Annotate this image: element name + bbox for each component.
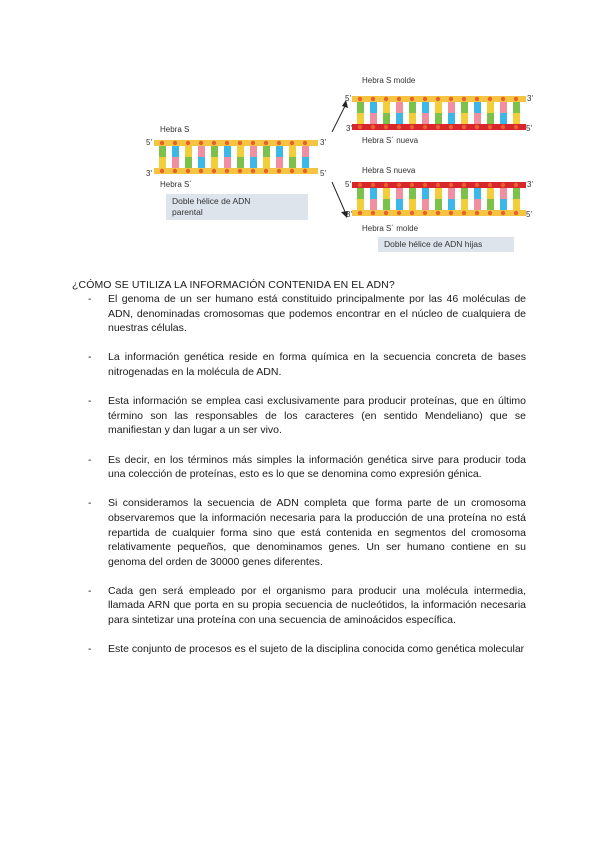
child-top-base-top <box>357 101 364 113</box>
parent-base-bottom <box>276 157 283 169</box>
parent-base-bottom <box>237 157 244 169</box>
child-top-strand-dot <box>371 97 375 101</box>
child-top-strand-dot <box>462 97 466 101</box>
child-bottom-strand-dot <box>423 211 427 215</box>
child-top-strand-dot <box>358 97 362 101</box>
child-bottom-strand-top-label: Hebra S nueva <box>362 166 416 175</box>
child-bottom-base-bottom <box>435 199 442 211</box>
child-top-base-bottom <box>513 113 520 125</box>
child-bottom-base-bottom <box>396 199 403 211</box>
child-top-strand-dot <box>371 125 375 129</box>
bullet-text: Es decir, en los términos más simples la información genética sirve para producir toda una colección de proteínas, esto es lo que se denomina como expresión génica. <box>108 453 526 481</box>
child-bottom-strand-dot <box>462 183 466 187</box>
arrow-up-line <box>332 104 346 132</box>
child-bottom-strand-dot <box>462 211 466 215</box>
child-bottom-base-top <box>396 187 403 199</box>
parent-strand-dot <box>277 169 281 173</box>
child-bottom-strand-dot <box>358 183 362 187</box>
parent-caption-line2: parental <box>172 207 203 217</box>
child-top-strand-dot <box>423 97 427 101</box>
parent-strand-dot <box>199 141 203 145</box>
child-top-strand-dot <box>358 125 362 129</box>
bullet-text: Esta información se emplea casi exclusivamente para producir proteínas, que en último término son las responsables de los caracteres (en sentido Mendeliano) que se manifiestan y dan lugar a un ser vivo. <box>108 395 526 437</box>
child-bottom-strand-dot <box>410 211 414 215</box>
dna-diagram <box>140 70 540 260</box>
parent-base-top <box>263 145 270 157</box>
child-top-base-top <box>448 101 455 113</box>
child-top-strand-dot <box>449 97 453 101</box>
parent-strand-dot <box>199 169 203 173</box>
child-bottom-strand-dot <box>358 211 362 215</box>
dna-replication-figure <box>140 70 540 260</box>
child-bottom-strand-bottom-label: Hebra S´ molde <box>362 224 419 233</box>
parent-base-top <box>302 145 309 157</box>
parent-strand-bottom-label: Hebra S´ <box>160 180 193 189</box>
bullet-item <box>88 496 526 569</box>
parent-caption <box>166 194 308 220</box>
bullet-dash: - <box>88 497 92 510</box>
parent-strand-dot <box>186 141 190 145</box>
parent-strand-dot <box>160 141 164 145</box>
section-heading: ¿CÓMO SE UTILIZA LA INFORMACIÓN CONTENIDA EN EL ADN? <box>72 279 395 291</box>
child-top-end-3-bottom: 3' <box>346 124 352 133</box>
child-bottom-base-top <box>422 187 429 199</box>
child-bottom-base-top <box>448 187 455 199</box>
child-bottom-end-3-top: 3' <box>527 180 533 189</box>
child-bottom-base-bottom <box>461 199 468 211</box>
child-bottom-base-top <box>409 187 416 199</box>
child-bottom-strand-dot <box>514 183 518 187</box>
parent-strand-dot <box>173 141 177 145</box>
parent-base-top <box>185 145 192 157</box>
child-caption: Doble hélice de ADN hijas <box>378 237 514 252</box>
child-bottom-strand-dot <box>423 183 427 187</box>
child-bottom-strand-dot <box>488 211 492 215</box>
child-top-base-top <box>435 101 442 113</box>
parent-base-bottom <box>302 157 309 169</box>
parent-base-top <box>289 145 296 157</box>
child-top-base-bottom <box>357 113 364 125</box>
child-bottom-strand-dot <box>475 211 479 215</box>
parent-base-bottom <box>224 157 231 169</box>
child-top-base-bottom <box>422 113 429 125</box>
child-bottom-base-top <box>487 187 494 199</box>
arrow-down-line <box>332 182 346 214</box>
bullet-dash: - <box>88 643 92 656</box>
child-top-base-bottom <box>474 113 481 125</box>
parent-end-3-bottom: 3' <box>146 169 152 178</box>
child-top-base-bottom <box>487 113 494 125</box>
child-bottom-base-top <box>357 187 364 199</box>
parent-base-bottom <box>289 157 296 169</box>
parent-strand-dot <box>173 169 177 173</box>
bullet-list <box>88 292 526 671</box>
child-top-end-3-top: 3' <box>527 94 533 103</box>
child-bottom-base-bottom <box>500 199 507 211</box>
parent-strand-dot <box>303 169 307 173</box>
child-bottom-strand-dot <box>436 183 440 187</box>
child-bottom-strand-dot <box>371 211 375 215</box>
child-top-base-top <box>487 101 494 113</box>
child-bottom-base-top <box>513 187 520 199</box>
child-bottom-end-3-bottom: 3' <box>346 210 352 219</box>
parent-end-3-top: 3' <box>320 138 326 147</box>
child-top-strand-dot <box>475 97 479 101</box>
parent-end-5-bottom: 5' <box>320 169 326 178</box>
bullet-dash: - <box>88 351 92 364</box>
child-bottom-base-top <box>370 187 377 199</box>
child-bottom-strand-dot <box>501 211 505 215</box>
child-bottom-base-top <box>474 187 481 199</box>
child-top-strand-dot <box>449 125 453 129</box>
child-top-strand-dot <box>501 125 505 129</box>
parent-strand-dot <box>303 141 307 145</box>
parent-strand-dot <box>225 141 229 145</box>
child-top-base-top <box>513 101 520 113</box>
parent-strand-dot <box>264 169 268 173</box>
child-bottom-strand-dot <box>501 183 505 187</box>
bullet-text: La información genética reside en forma química en la secuencia concreta de bases nitrogenadas en la molécula de ADN. <box>108 351 526 378</box>
parent-end-5-top: 5' <box>146 138 152 147</box>
child-bottom-base-bottom <box>513 199 520 211</box>
child-top-base-top <box>396 101 403 113</box>
parent-base-top <box>172 145 179 157</box>
child-top-base-bottom <box>448 113 455 125</box>
child-bottom-strand-dot <box>436 211 440 215</box>
parent-strand-dot <box>160 169 164 173</box>
child-bottom-base-bottom <box>422 199 429 211</box>
parent-strand-dot <box>186 169 190 173</box>
parent-strand-dot <box>277 141 281 145</box>
child-top-base-top <box>422 101 429 113</box>
parent-base-top <box>211 145 218 157</box>
bullet-item <box>88 394 526 438</box>
parent-strand-dot <box>238 141 242 145</box>
bullet-item <box>88 350 526 379</box>
bullet-dash: - <box>88 395 92 408</box>
child-bottom-strand-dot <box>384 211 388 215</box>
child-top-strand-dot <box>410 125 414 129</box>
child-bottom-base-top <box>500 187 507 199</box>
parent-strand-dot <box>238 169 242 173</box>
bullet-item <box>88 642 526 657</box>
parent-strand-dot <box>264 141 268 145</box>
parent-strand-dot <box>212 141 216 145</box>
child-top-end-5-bottom: 5' <box>526 124 532 133</box>
child-top-strand-dot <box>488 97 492 101</box>
parent-base-top <box>237 145 244 157</box>
parent-base-bottom <box>172 157 179 169</box>
child-top-end-5-top: 5' <box>345 94 351 103</box>
parent-base-top <box>250 145 257 157</box>
child-top-strand-dot <box>436 125 440 129</box>
child-bottom-base-top <box>383 187 390 199</box>
child-bottom-strand-dot <box>410 183 414 187</box>
child-bottom-base-bottom <box>370 199 377 211</box>
parent-base-top <box>159 145 166 157</box>
child-top-strand-dot <box>397 97 401 101</box>
child-top-base-top <box>370 101 377 113</box>
child-top-base-top <box>409 101 416 113</box>
parent-base-bottom <box>263 157 270 169</box>
parent-base-top <box>224 145 231 157</box>
child-bottom-strand-dot <box>371 183 375 187</box>
bullet-text: Cada gen será empleado por el organismo para producir una molécula intermedia, llamada ARN que porta en su propia secuencia de nucleótidos, la información necesaria para sintetizar una proteína con una secuencia de aminoácidos específica. <box>108 584 526 627</box>
child-top-base-bottom <box>383 113 390 125</box>
child-bottom-strand-dot <box>449 183 453 187</box>
parent-base-top <box>198 145 205 157</box>
child-bottom-base-bottom <box>357 199 364 211</box>
child-top-base-bottom <box>409 113 416 125</box>
parent-strand-dot <box>290 169 294 173</box>
parent-caption-line1: Doble hélice de ADN <box>172 196 251 206</box>
child-top-base-bottom <box>461 113 468 125</box>
child-bottom-end-5-bottom: 5' <box>526 210 532 219</box>
child-bottom-strand-dot <box>397 211 401 215</box>
child-top-base-top <box>500 101 507 113</box>
child-top-strand-bottom-label: Hebra S´ nueva <box>362 136 419 145</box>
child-top-base-bottom <box>500 113 507 125</box>
bullet-text: Si consideramos la secuencia de ADN completa que forma parte de un cromosoma observaremos que la información necesaria para la producción de una proteína no está repartida de cualquier forma sino que está contenida en segmentos del cromosoma relativamente pequeños, que denominamos genes. Un ser humano contiene en su genoma del orden de 30000 genes diferentes. <box>108 497 526 568</box>
bullet-item <box>88 292 526 336</box>
bullet-dash: - <box>88 293 92 305</box>
child-top-strand-dot <box>436 97 440 101</box>
child-top-strand-top-label: Hebra S molde <box>362 76 416 85</box>
parent-base-bottom <box>250 157 257 169</box>
child-bottom-strand-dot <box>488 183 492 187</box>
parent-strand-dot <box>251 141 255 145</box>
parent-base-bottom <box>159 157 166 169</box>
parent-strand-dot <box>251 169 255 173</box>
child-top-strand-dot <box>384 97 388 101</box>
child-top-strand-dot <box>397 125 401 129</box>
child-bottom-base-top <box>461 187 468 199</box>
parent-base-bottom <box>185 157 192 169</box>
bullet-dash: - <box>88 584 92 597</box>
child-top-strand-dot <box>475 125 479 129</box>
child-bottom-end-5-top: 5' <box>345 180 351 189</box>
child-top-strand-dot <box>501 97 505 101</box>
child-bottom-base-bottom <box>383 199 390 211</box>
child-bottom-base-bottom <box>474 199 481 211</box>
parent-strand-dot <box>290 141 294 145</box>
bullet-text: Este conjunto de procesos es el sujeto de la disciplina conocida como genética molecular <box>108 643 525 656</box>
child-top-base-top <box>461 101 468 113</box>
child-top-strand-dot <box>488 125 492 129</box>
child-top-strand-dot <box>514 125 518 129</box>
child-top-base-bottom <box>396 113 403 125</box>
child-bottom-strand-dot <box>397 183 401 187</box>
parent-base-bottom <box>211 157 218 169</box>
bullet-item <box>88 584 526 628</box>
parent-strand-dot <box>225 169 229 173</box>
child-top-base-top <box>383 101 390 113</box>
child-bottom-base-bottom <box>448 199 455 211</box>
child-top-strand-dot <box>384 125 388 129</box>
parent-strand-dot <box>212 169 216 173</box>
child-bottom-base-top <box>435 187 442 199</box>
parent-base-bottom <box>198 157 205 169</box>
child-bottom-base-bottom <box>409 199 416 211</box>
child-top-strand-dot <box>462 125 466 129</box>
child-top-strand-dot <box>423 125 427 129</box>
child-top-base-bottom <box>435 113 442 125</box>
parent-strand-top-label: Hebra S <box>160 125 190 134</box>
bullet-item <box>88 453 526 482</box>
child-bottom-strand-dot <box>475 183 479 187</box>
child-top-strand-dot <box>410 97 414 101</box>
child-bottom-strand-dot <box>384 183 388 187</box>
child-bottom-strand-dot <box>449 211 453 215</box>
bullet-dash: - <box>88 453 92 466</box>
parent-base-top <box>276 145 283 157</box>
bullet-text: El genoma de un ser humano está constituido principalmente por las 46 moléculas de ADN, denominadas cromosomas que podemos encontrar en el núcleo de cualquiera de nuestras células. <box>108 293 526 335</box>
child-bottom-base-bottom <box>487 199 494 211</box>
child-bottom-strand-dot <box>514 211 518 215</box>
child-top-strand-dot <box>514 97 518 101</box>
child-top-base-top <box>474 101 481 113</box>
child-top-base-bottom <box>370 113 377 125</box>
